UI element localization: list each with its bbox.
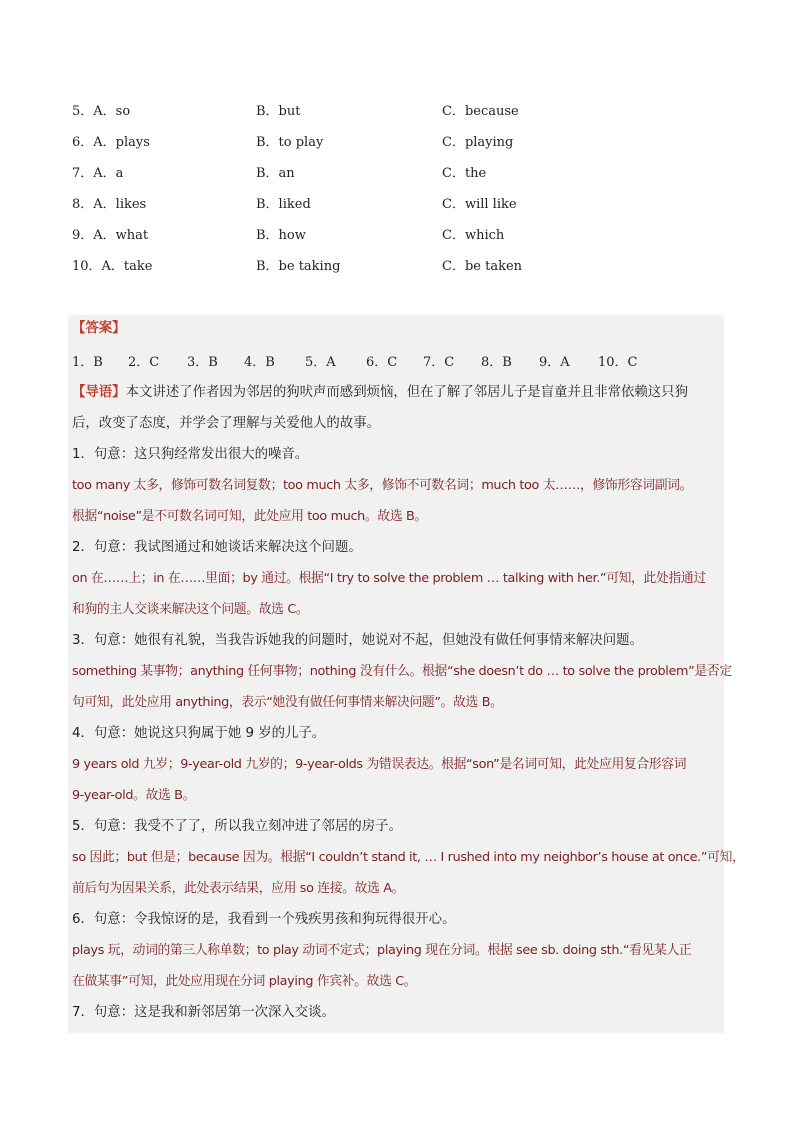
explanation-line: 7．句意：这是我和新邻居第一次深入交谈。 [72,1005,335,1020]
answer-item: 9．A [539,355,570,370]
option-list [72,100,732,286]
option-row-9 [72,224,732,255]
answer-heading: 【答案】 [72,321,126,336]
option-c: C．the [442,166,487,181]
explanation-line: 5．句意：我受不了了，所以我立刻冲进了邻居的房子。 [72,819,402,834]
explanation-line: 2．句意：我试图通过和她谈话来解决这个问题。 [72,540,362,555]
option-b: B．to play [256,135,324,150]
answer-section [68,315,745,1033]
option-a: 10．A．take [72,259,153,274]
explanation-line: too many 太多，修饰可数名词复数；too much 太多，修饰不可数名词；much too 太……，修饰形容词副词。 [72,478,693,493]
answer-item: 6．C [366,355,398,370]
option-c: C．which [442,228,505,243]
option-row-5 [72,100,732,131]
answer-item: 1．B [72,355,103,370]
explanation-line: 在做某事”可知，此处应用现在分词 playing 作宾补。故选 C。 [72,974,417,989]
answer-item: 3．B [187,355,218,370]
explanation-line: something 某事物；anything 任何事物；nothing 没有什么。根据“she doesn’t do … to solve the problem”是否定 [72,664,732,679]
answer-item: 7．C [423,355,455,370]
explanation-line: 9 years old 九岁；9-year-old 九岁的；9-year-olds 为错误表达。根据“son”是名词可知，此处应用复合形容词 [72,757,687,772]
option-b: B．liked [256,197,311,212]
explanation-line: so 因此；but 但是；because 因为。根据“I couldn’t stand it, … I rushed into my neighbor’s house at once.”可知， [72,850,745,865]
option-a: 7．A．a [72,166,124,181]
explanation-line: on 在……上；in 在……里面；by 通过。根据“I try to solve the problem … talking with her.”可知，此处指通过 [72,571,706,586]
guide-text: 本文讲述了作者因为邻居的狗吠声而感到烦恼，但在了解了邻居儿子是盲童并且非常依赖这只狗 [125,385,688,400]
answer-item: 5．A [305,355,336,370]
option-row-8 [72,193,732,224]
option-b: B．an [256,166,295,181]
explanation-line: 9-year-old。故选 B。 [72,788,196,803]
option-c: C．be taken [442,259,523,274]
guide-line-2: 后，改变了态度，并学会了理解与关爱他人的故事。 [72,416,380,431]
option-row-7 [72,162,732,193]
explanation-line: 和狗的主人交谈来解决这个问题。故选 C。 [72,602,309,617]
explanation-line: 句可知，此处应用 anything，表示“她没有做任何事情来解决问题”。故选 B。 [72,695,503,710]
explanation-line: 根据“noise”是不可数名词可知，此处应用 too much。故选 B。 [72,509,427,524]
option-b: B．how [256,228,306,243]
explanation-line: 1．句意：这只狗经常发出很大的噪音。 [72,447,309,462]
explanation-line: 6．句意：令我惊讶的是，我看到一个残疾男孩和狗玩得很开心。 [72,912,456,927]
option-b: B．be taking [256,259,341,274]
option-c: C．playing [442,135,514,150]
explanation-line: 3．句意：她很有礼貌，当我告诉她我的问题时，她说对不起，但她没有做任何事情来解决问题。 [72,633,643,648]
guide-label: 【导语】 [72,385,126,400]
answer-item: 2．C [128,355,160,370]
answer-key [72,351,712,371]
option-c: C．because [442,104,519,119]
option-row-6 [72,131,732,162]
answer-item: 4．B [244,355,275,370]
option-a: 8．A．likes [72,197,147,212]
answer-item: 10．C [598,355,638,370]
explanation-line: 4．句意：她说这只狗属于她 9 岁的儿子。 [72,726,326,741]
guide-line-1 [72,383,688,403]
option-row-10 [72,255,732,286]
explanation-line: plays 玩，动词的第三人称单数；to play 动词不定式；playing 现在分词。根据 see sb. doing sth.“看见某人正 [72,943,692,958]
option-b: B．but [256,104,301,119]
option-c: C．will like [442,197,517,212]
option-a: 5．A．so [72,104,131,119]
option-a: 6．A．plays [72,135,150,150]
option-a: 9．A．what [72,228,149,243]
explanation-line: 前后句为因果关系，此处表示结果，应用 so 连接。故选 A。 [72,881,405,896]
answer-item: 8．B [481,355,512,370]
